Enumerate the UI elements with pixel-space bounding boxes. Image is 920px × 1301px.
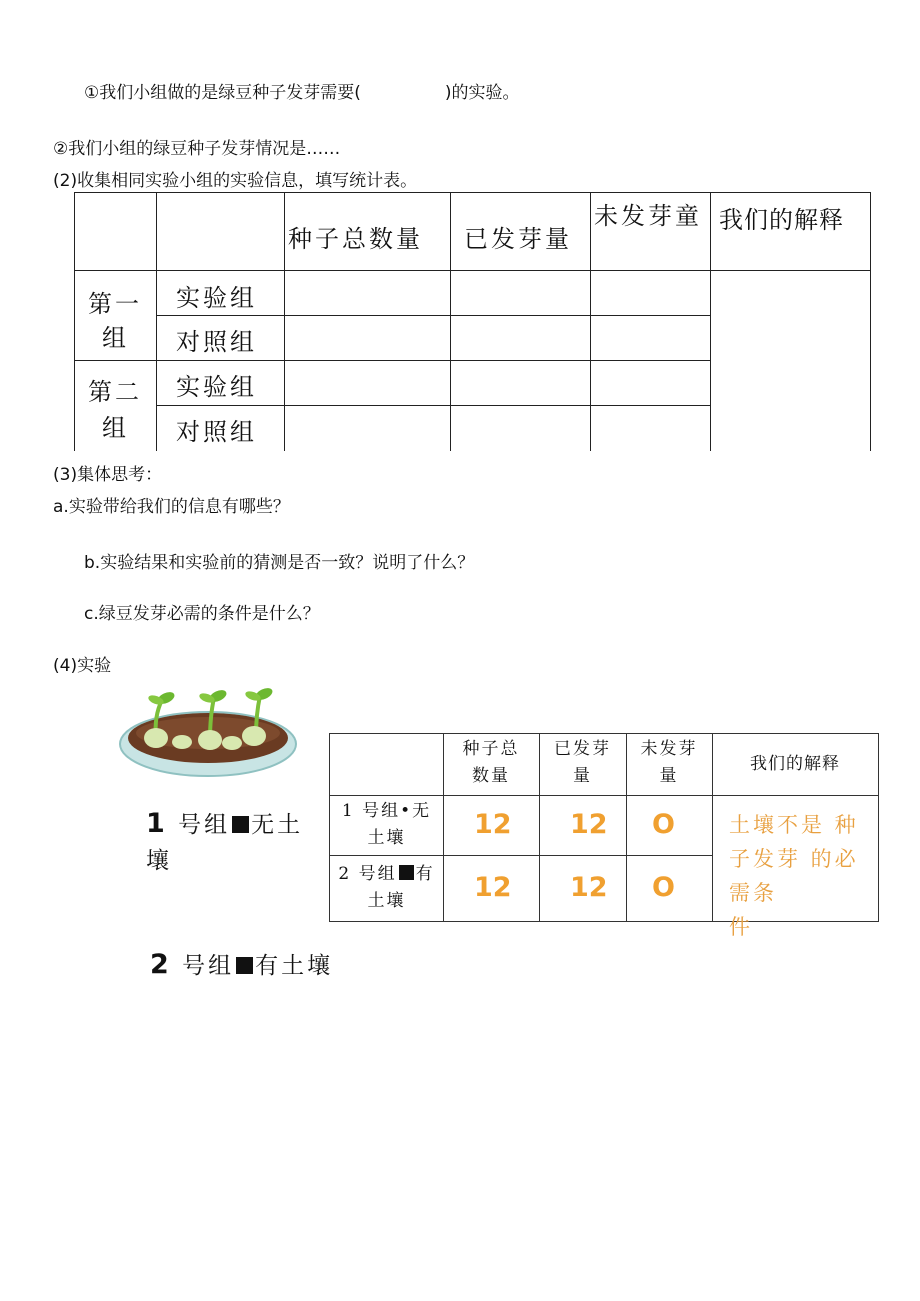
t2-row2-label-line2: 土壤 xyxy=(367,891,406,911)
explanation-line-1: 土壤不是 种 xyxy=(729,813,859,837)
t2-header-explanation: 我们的解释 xyxy=(750,754,840,774)
square-mark-icon xyxy=(232,816,249,833)
r2-total: 12 xyxy=(474,872,512,903)
stats-table xyxy=(74,192,871,451)
r2-sprouted: 12 xyxy=(570,872,608,903)
t2-header-not-line1: 未发芽 xyxy=(640,739,698,759)
group-1-rest: 无土 xyxy=(251,812,304,838)
row-ctrl-1: 对照组 xyxy=(176,328,257,356)
t2-header-sprouted-line1: 已发芽 xyxy=(554,739,611,759)
row-exp-2: 实验组 xyxy=(176,373,257,401)
question-1 xyxy=(84,78,520,103)
header-explanation: 我们的解释 xyxy=(719,206,844,234)
t2-row1-label xyxy=(330,798,443,852)
question-1-text: ①我们小组做的是绿豆种子发芽需要( xyxy=(84,83,361,103)
explanation-line-4: 件 xyxy=(729,915,753,939)
sprouting-dish-icon xyxy=(118,686,300,782)
square-mark-icon xyxy=(236,957,253,974)
question-a: a.实验带给我们的信息有哪些？ xyxy=(53,497,290,517)
section-4-title: (4)实验 xyxy=(53,656,112,676)
question-2: ②我们小组的绿豆种子发芽情况是…… xyxy=(53,139,341,159)
question-1-end: )的实验。 xyxy=(444,83,520,103)
square-mark-icon xyxy=(399,865,414,880)
group-2-caption xyxy=(150,947,333,980)
t2-header-total-line1: 种子总 xyxy=(462,739,520,759)
t2-row1-label-line1: 1 号组•无 xyxy=(341,801,432,821)
t2-header-not xyxy=(626,736,712,790)
group-1-caption xyxy=(146,806,303,839)
group-1-caption-line2: 壤 xyxy=(146,848,172,874)
group-2-rest: 有土壤 xyxy=(255,953,334,979)
question-c: c.绿豆发芽必需的条件是什么？ xyxy=(84,604,320,624)
group-2-text: 号组 xyxy=(182,953,235,979)
explanation-answer xyxy=(729,808,859,944)
t2-header-sprouted xyxy=(539,736,626,790)
r1-not-sprouted: O xyxy=(652,809,675,840)
group-2-label-line2: 组 xyxy=(102,414,129,442)
header-not-sprouted: 未发芽童 xyxy=(594,202,702,230)
t2-row1-label-line2: 土壤 xyxy=(367,828,406,848)
t2-header-total-line2: 数量 xyxy=(472,766,510,786)
row-ctrl-2: 对照组 xyxy=(176,418,257,446)
t2-header-total xyxy=(443,736,539,790)
r1-total: 12 xyxy=(474,809,512,840)
header-sprouted: 已发芽量 xyxy=(464,225,572,253)
section-3-title: (3)集体思考： xyxy=(53,465,163,485)
t2-row2-label-text: 2 号组 xyxy=(338,864,397,884)
section-2-title: (2)收集相同实验小组的实验信息，填写统计表。 xyxy=(53,171,418,191)
group-1-text: 号组 xyxy=(178,812,231,838)
row-exp-1: 实验组 xyxy=(176,284,257,312)
explanation-line-2: 子发芽 的必 xyxy=(729,847,859,871)
group-1-label-line2: 组 xyxy=(102,324,129,352)
r2-not-sprouted: O xyxy=(652,872,675,903)
question-b: b.实验结果和实验前的猜测是否一致？说明了什么？ xyxy=(84,553,475,573)
t2-header-not-line2: 量 xyxy=(659,766,679,786)
t2-row2-label xyxy=(330,861,443,915)
group-2-label-line1: 第二 xyxy=(88,378,142,406)
t2-row2-label-rest: 有 xyxy=(415,864,435,884)
header-total-seeds: 种子总数量 xyxy=(288,225,423,253)
group-2-number: 2 xyxy=(150,949,172,980)
group-1-number: 1 xyxy=(146,808,168,839)
group-1-label-line1: 第一 xyxy=(88,290,142,318)
r1-sprouted: 12 xyxy=(570,809,608,840)
t2-header-sprouted-line2: 量 xyxy=(573,766,592,786)
explanation-line-3: 需条 xyxy=(729,881,777,905)
